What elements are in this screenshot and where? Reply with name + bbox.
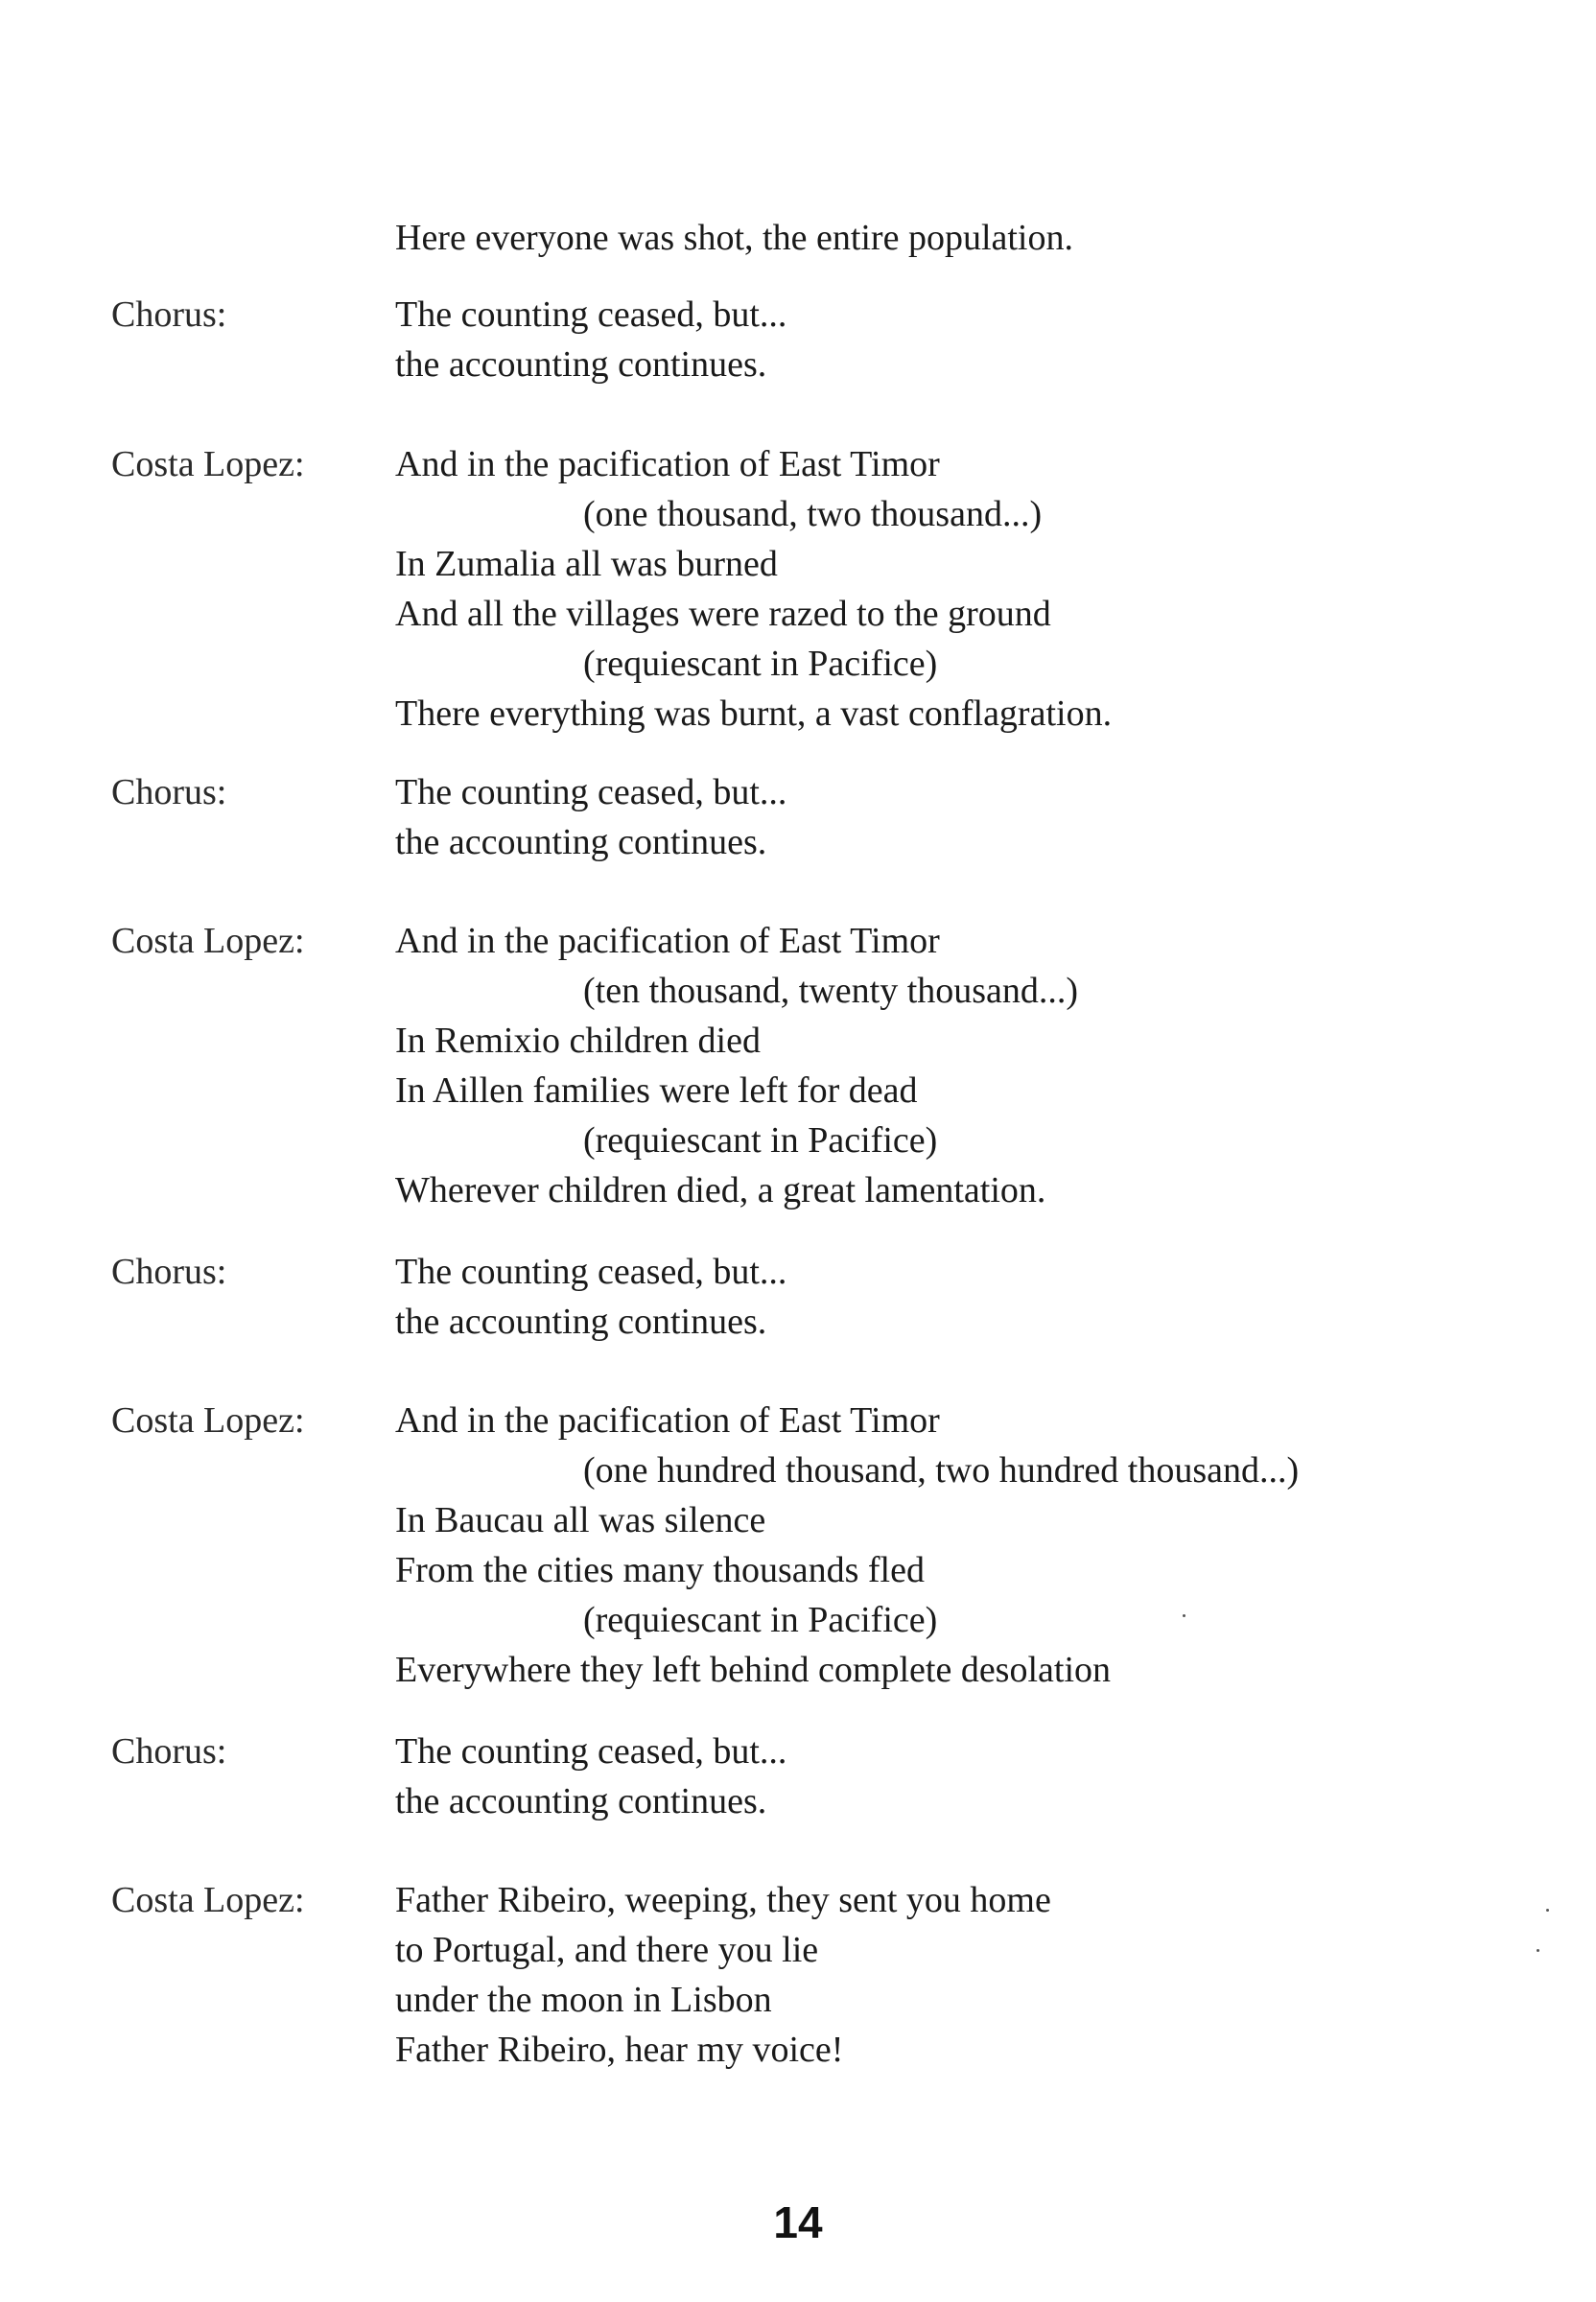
stage-direction-line: (requiescant in Pacifice) [583, 1600, 938, 1640]
dialogue-line: The counting ceased, but... [395, 772, 787, 812]
stage-direction-line: (ten thousand, twenty thousand...) [583, 971, 1079, 1011]
dialogue-line: And in the pacification of East Timor [395, 921, 940, 961]
dialogue-line: Everywhere they left behind complete desolation [395, 1650, 1112, 1690]
speaker-label: Chorus: [111, 1252, 227, 1292]
dialogue-line: the accounting continues. [395, 1781, 767, 1821]
dialogue-line: the accounting continues. [395, 1302, 767, 1342]
dialogue-line: In Baucau all was silence [395, 1500, 766, 1540]
dialogue-line: The counting ceased, but... [395, 1252, 787, 1292]
dialogue-line: the accounting continues. [395, 822, 767, 862]
speaker-label: Chorus: [111, 294, 227, 335]
scan-speck [1537, 1949, 1539, 1952]
speaker-label: Costa Lopez: [111, 921, 305, 961]
speaker-label: Costa Lopez: [111, 444, 305, 484]
dialogue-line: Wherever children died, a great lamentation. [395, 1170, 1046, 1210]
dialogue-lines [395, 916, 1584, 1215]
stage-direction-line: (requiescant in Pacifice) [583, 644, 938, 684]
dialogue-lines [395, 213, 1584, 263]
scan-speck [1183, 1614, 1185, 1617]
dialogue-line: The counting ceased, but... [395, 294, 787, 335]
speaker-label: Costa Lopez: [111, 1880, 305, 1920]
dialogue-line: And all the villages were razed to the ground [395, 594, 1051, 634]
dialogue-lines [395, 290, 1584, 389]
dialogue-line: the accounting continues. [395, 344, 767, 385]
dialogue-line: In Aillen families were left for dead [395, 1070, 918, 1111]
dialogue-line: And in the pacification of East Timor [395, 1400, 940, 1441]
dialogue-lines [395, 1396, 1584, 1695]
dialogue-line: From the cities many thousands fled [395, 1550, 925, 1590]
dialogue-line: under the moon in Lisbon [395, 1980, 772, 2020]
dialogue-line: In Remixio children died [395, 1021, 761, 1061]
dialogue-lines [395, 1247, 1584, 1347]
page-number: 14 [773, 2197, 823, 2247]
dialogue-lines [395, 1726, 1584, 1826]
dialogue-line: The counting ceased, but... [395, 1731, 787, 1772]
dialogue-line: In Zumalia all was burned [395, 544, 778, 584]
dialogue-line: Here everyone was shot, the entire population. [395, 218, 1073, 258]
dialogue-lines [395, 439, 1584, 739]
dialogue-line: And in the pacification of East Timor [395, 444, 940, 484]
stage-direction-line: (requiescant in Pacifice) [583, 1120, 938, 1161]
dialogue-line: Father Ribeiro, hear my voice! [395, 2030, 844, 2070]
dialogue-line: to Portugal, and there you lie [395, 1930, 819, 1970]
stage-direction-line: (one hundred thousand, two hundred thousand...) [583, 1450, 1300, 1491]
speaker-label: Chorus: [111, 772, 227, 812]
dialogue-lines [395, 767, 1584, 867]
dialogue-line: There everything was burnt, a vast conflagration. [395, 693, 1113, 734]
speaker-label: Chorus: [111, 1731, 227, 1772]
scan-speck [1546, 1909, 1549, 1912]
stage-direction-line: (one thousand, two thousand...) [583, 494, 1043, 534]
dialogue-lines [395, 1875, 1584, 2075]
speaker-label: Costa Lopez: [111, 1400, 305, 1441]
dialogue-line: Father Ribeiro, weeping, they sent you home [395, 1880, 1051, 1920]
